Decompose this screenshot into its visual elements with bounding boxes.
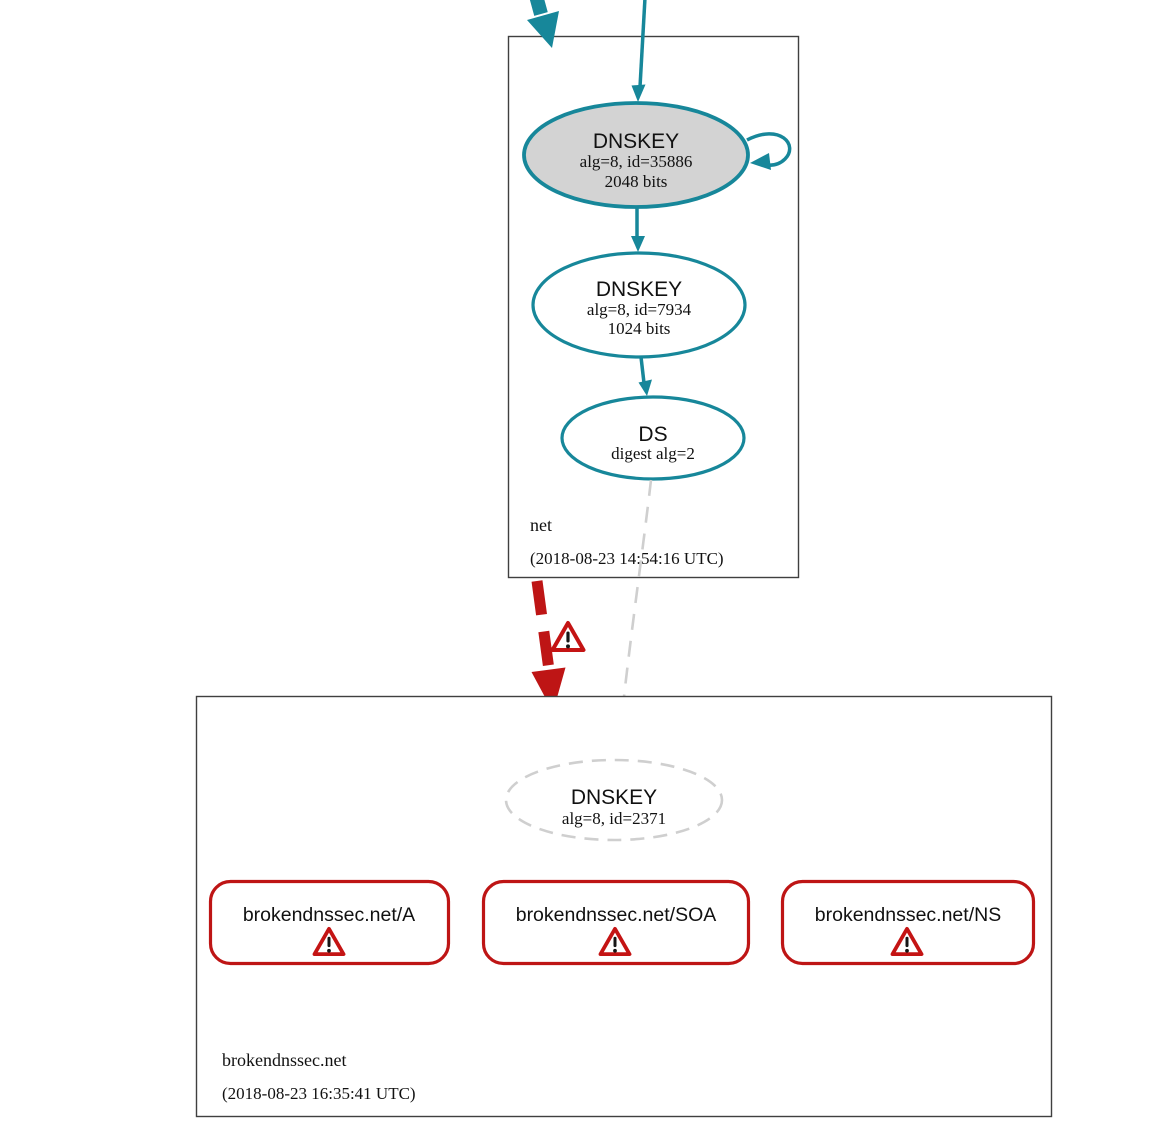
rrset-node-soa: [484, 882, 749, 964]
node-detail: alg=8, id=7934: [586, 300, 692, 319]
node-ds: [562, 397, 744, 479]
node-detail: 2048 bits: [604, 172, 668, 191]
node-detail: alg=8, id=2371: [561, 809, 667, 828]
zone-name-child: brokendnssec.net: [222, 1050, 347, 1070]
node-detail: digest alg=2: [611, 444, 695, 463]
zone-name-net: net: [530, 515, 552, 535]
rrset-label: brokendnssec.net/SOA: [515, 904, 717, 926]
node-title: DS: [638, 423, 668, 446]
rrset-label: brokendnssec.net/A: [242, 904, 416, 926]
node-detail: alg=8, id=35886: [579, 152, 693, 171]
rrset-node-ns: [783, 882, 1034, 964]
node-detail: 1024 bits: [607, 319, 671, 338]
zone-timestamp-child: (2018-08-23 16:35:41 UTC): [222, 1084, 416, 1103]
zone-timestamp-net: (2018-08-23 14:54:16 UTC): [530, 549, 724, 568]
node-dnskey-7934: [533, 253, 745, 357]
node-title: DNSKEY: [570, 786, 658, 809]
node-title: DNSKEY: [595, 278, 683, 301]
rrset-label: brokendnssec.net/NS: [814, 904, 1002, 926]
rrset-node-a: [211, 882, 449, 964]
warning-icon: [553, 623, 584, 650]
node-dnskey-2371: [506, 760, 722, 840]
node-title: DNSKEY: [592, 130, 680, 153]
